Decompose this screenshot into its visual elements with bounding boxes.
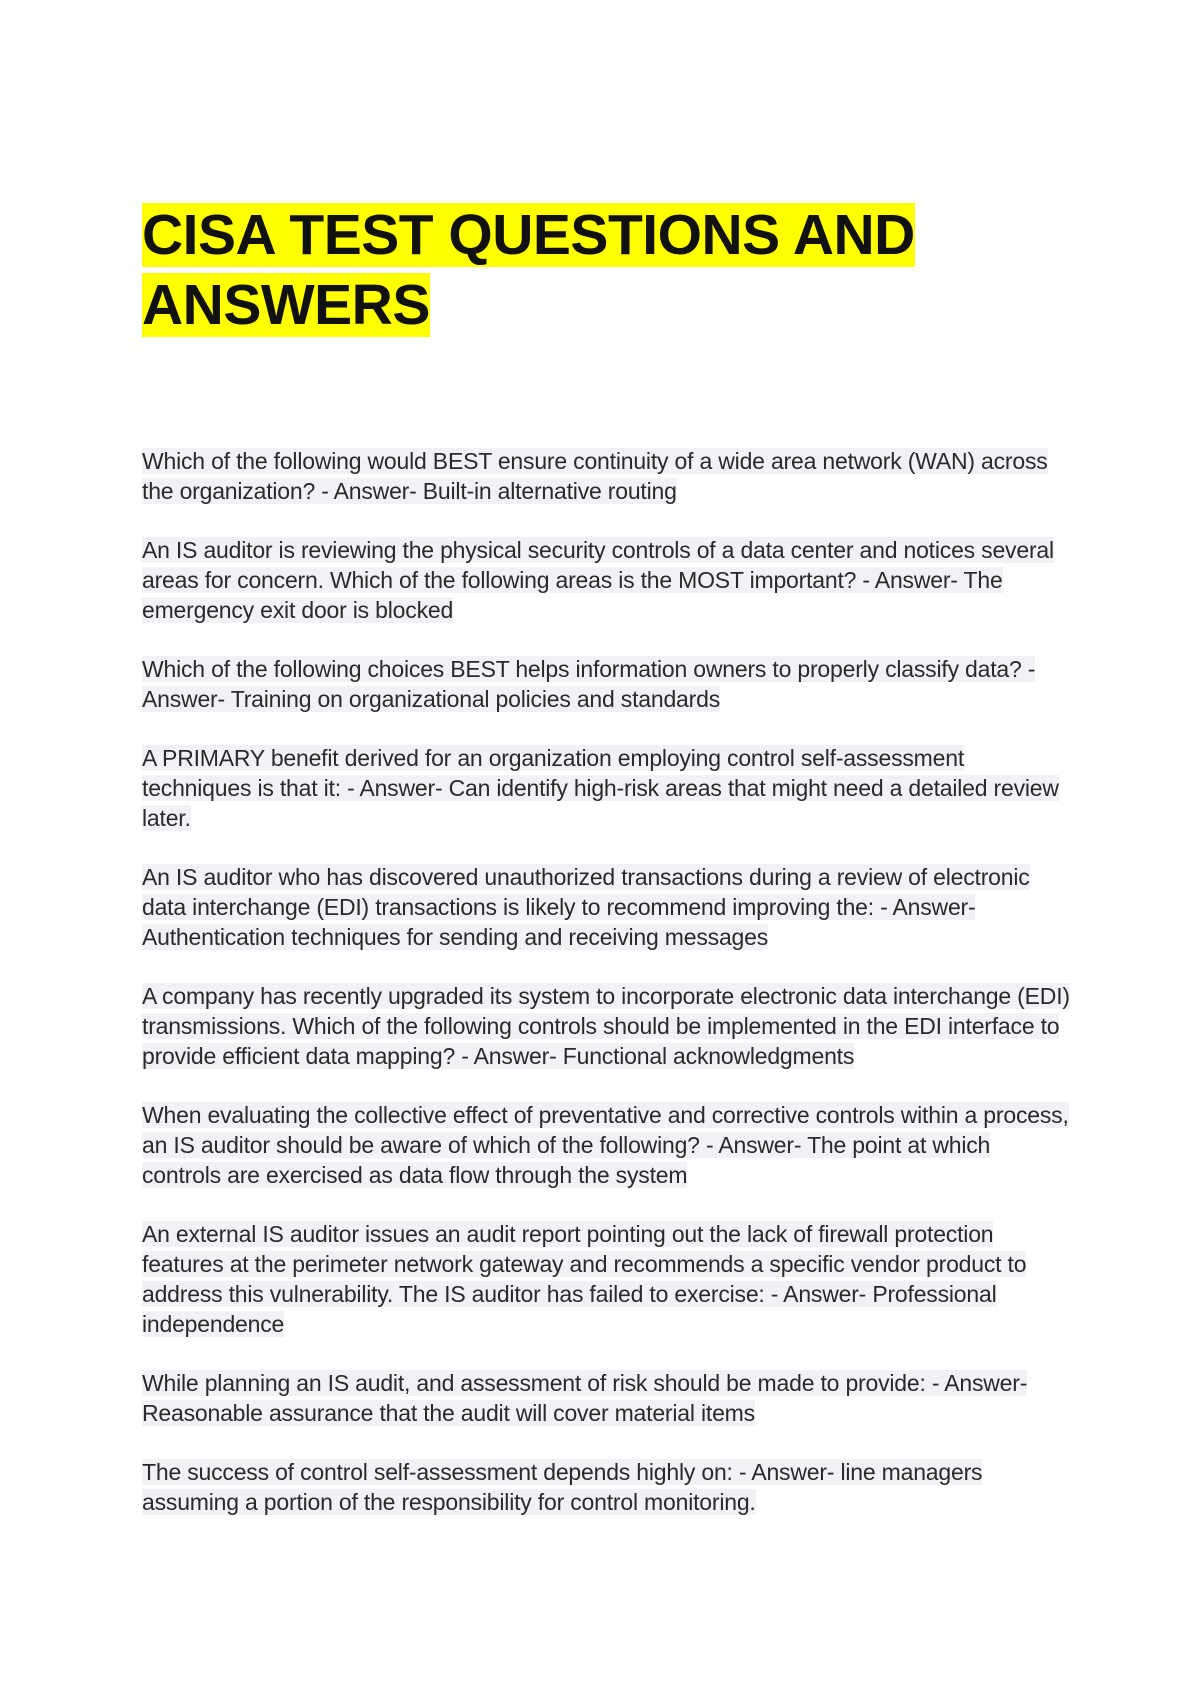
title-line-1: CISA TEST QUESTIONS AND <box>142 203 915 267</box>
qa-item-9 <box>142 1368 1072 1428</box>
qa-text: An IS auditor is reviewing the physical security controls of a data center and notices several areas for concern. Which of the following areas is the MOST important? - Answer- The emergency exit door is blocked <box>142 537 1054 623</box>
qa-text: While planning an IS audit, and assessment of risk should be made to provide: - Answer- Reasonable assurance that the audit will cover material items <box>142 1370 1028 1426</box>
qa-item-7 <box>142 1100 1072 1190</box>
qa-list <box>142 446 1072 1546</box>
qa-text: Which of the following would BEST ensure continuity of a wide area network (WAN) across the organization? - Answer- Built-in alternative routing <box>142 448 1048 504</box>
title-line-2: ANSWERS <box>142 273 430 337</box>
qa-item-10 <box>142 1457 1072 1517</box>
qa-text: When evaluating the collective effect of preventative and corrective controls within a process, an IS auditor should be aware of which of the following? - Answer- The point at which controls are exercised as data flow through the system <box>142 1102 1069 1188</box>
qa-text: A company has recently upgraded its system to incorporate electronic data interchange (EDI) transmissions. Which of the following controls should be implemented in the EDI interface to provide efficient data mapping? - Answer- Functional acknowledgments <box>142 983 1070 1069</box>
qa-text: The success of control self-assessment depends highly on: - Answer- line managers assuming a portion of the responsibility for control monitoring. <box>142 1459 983 1515</box>
qa-text: An IS auditor who has discovered unauthorized transactions during a review of electronic data interchange (EDI) transactions is likely to recommend improving the: - Answer- Authentication techniques for sending and receiving messages <box>142 864 1030 950</box>
qa-item-4 <box>142 743 1072 833</box>
qa-text: An external IS auditor issues an audit report pointing out the lack of firewall protection features at the perimeter network gateway and recommends a specific vendor product to address this vulnerability. The IS auditor has failed to exercise: - Answer- Professional independence <box>142 1221 1027 1337</box>
qa-item-3 <box>142 654 1072 714</box>
qa-item-1 <box>142 446 1072 506</box>
qa-item-5 <box>142 862 1072 952</box>
qa-text: Which of the following choices BEST helps information owners to properly classify data? - Answer- Training on organizational policies and standards <box>142 656 1036 712</box>
qa-text: A PRIMARY benefit derived for an organization employing control self-assessment techniques is that it: - Answer- Can identify high-risk areas that might need a detailed review later. <box>142 745 1059 831</box>
qa-item-6 <box>142 981 1072 1071</box>
qa-item-2 <box>142 535 1072 625</box>
document-title <box>142 200 962 340</box>
qa-item-8 <box>142 1219 1072 1339</box>
